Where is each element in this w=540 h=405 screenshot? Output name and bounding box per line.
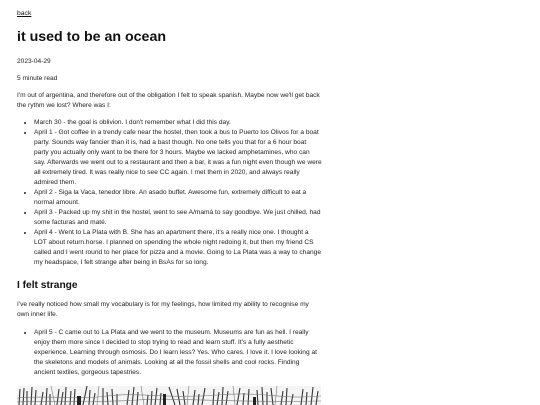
list-item: • April 4 - Went to La Plata with B. She has an apartment there, it's a really nice one. I thought a LOT about return.horse. I planned on spending the whole night redoing it, but then my friend CS called and I went round to her place for pizza and a movie. Going to La Plata was a way to change my headspace, I felt strange after being in BsAs for so long. xyxy=(34,228,322,268)
list-item: • April 5 - C came out to La Plata and we went to the museum. Museums are fun as hell. I really enjoy them more since I decided to stop trying to read and learn stuff. It's a fully aesthetic experience. Learning through osmosis. Do I learn less? Yes. Who cares. I love it. I love looking at the skeletons and models of animals. Looking at all the fossil shells and cool rocks. Finding ancient textiles, gorgeous tapestries. xyxy=(34,328,322,378)
back-link[interactable]: back xyxy=(17,10,32,17)
vocabulary-paragraph: I've really noticed how small my vocabulary is for my feelings, how limited my ability to recognise my own inner life. xyxy=(17,301,309,318)
post-date: 2023-04-29 xyxy=(17,58,51,65)
intro-paragraph: I'm out of argentina, and therefore out of the obligation I felt to speak spanish. Maybe now we'll get back the rythm we lost? Where was I: xyxy=(17,92,320,109)
diary-entries-list-2 xyxy=(17,328,322,378)
sketch-drawing xyxy=(17,386,321,405)
post-title: it used to be an ocean xyxy=(17,29,166,45)
list-item: • April 3 - Packed up my shit in the hostel, went to see A/mamá to say goodbye. We just chilled, had some facturas and maté. xyxy=(34,208,322,228)
list-item: • April 1 - Got coffee in a trendy cafe near the hostel, then took a bus to Puerto los Olivos for a boat party. Sounds way fancier than it is, had a bast though. No one tells you that for a 6 hour boat party you actually only want to be there for 3 hours. Maybe we lacked amphetamines, who can say. Afterwards we went out to a restaurant and then a bar, it was a fun night even though we were all extremely tired. It was really nice to see CC again. I met them in 2020, and always really admired them. xyxy=(34,128,322,188)
section-heading: I felt strange xyxy=(17,280,78,291)
diary-entries-list xyxy=(17,118,322,268)
list-item: • April 2 - Siga la Vaca, tenedor libre. An asado buffet. Awesome fun, extremely difficult to eat a normal amount. xyxy=(34,188,322,208)
read-time: 5 minute read xyxy=(17,75,58,82)
list-item: • March 30 - the goal is oblivion. I don't remember what I did this day. xyxy=(34,118,322,128)
post-image xyxy=(17,386,321,405)
